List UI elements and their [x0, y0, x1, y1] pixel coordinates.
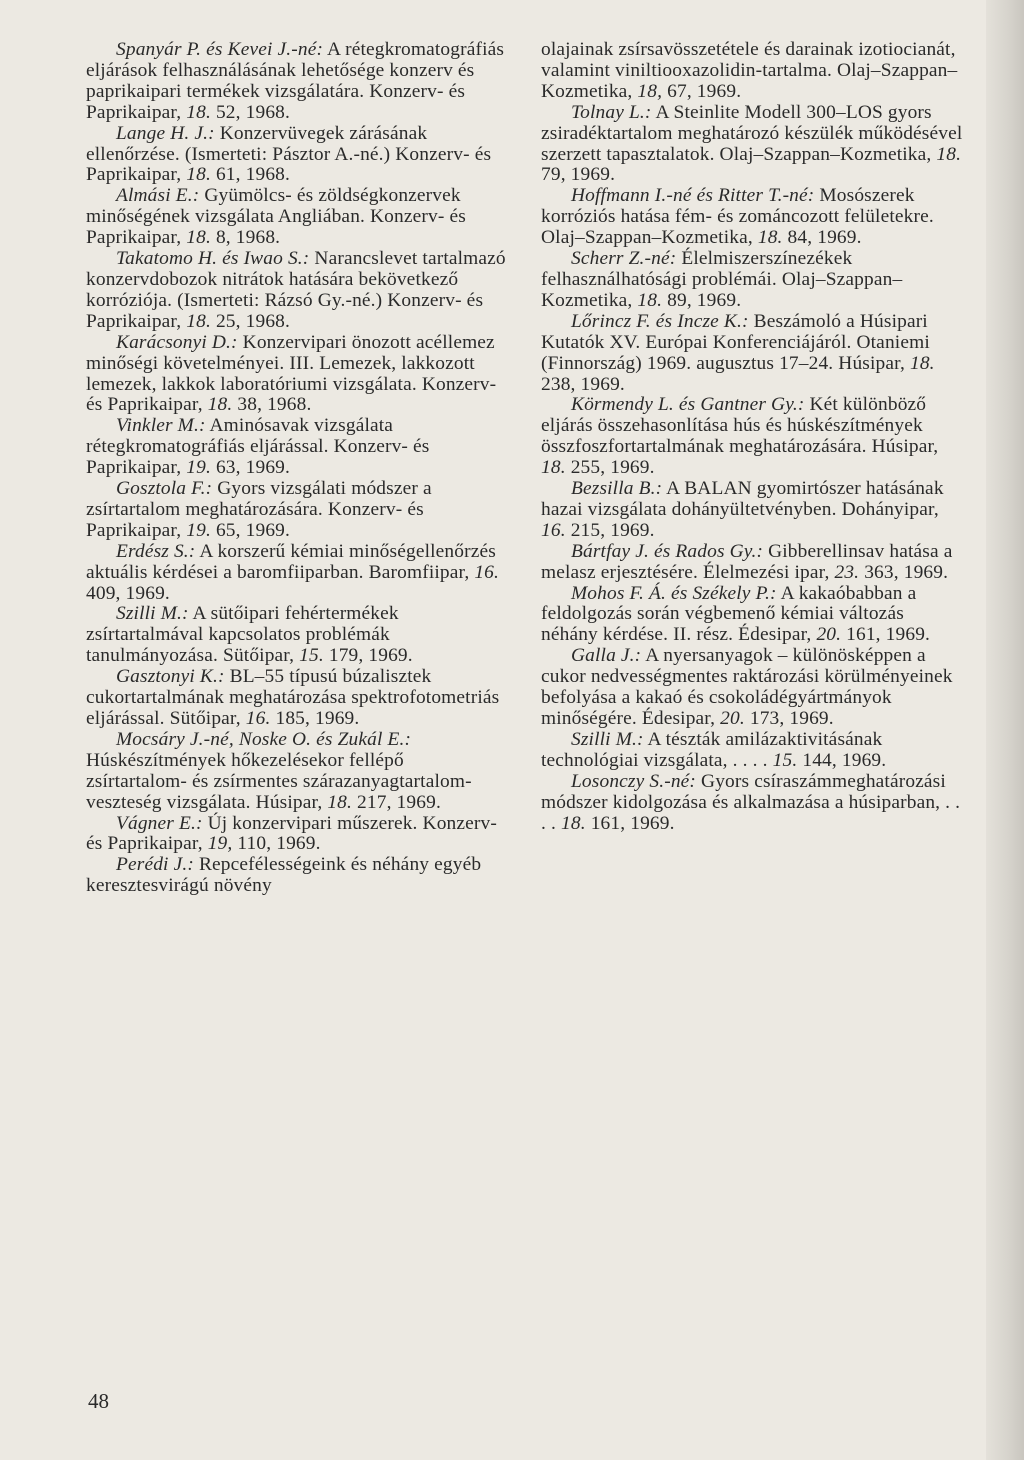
bibliography-entry: [541, 40, 963, 103]
bibliography-entry: [86, 249, 508, 333]
right-column: [541, 40, 963, 834]
entry-volume: 23.: [834, 561, 860, 583]
entry-pages-year: 65, 1969.: [215, 519, 291, 541]
entry-text: A Steinlite Modell 300–LOS gyors zsiradéktartalom meghatározó készülék működésével szerzett tapasztalatok. Olaj–Szappan–Kozmetika,: [541, 101, 963, 165]
bibliography-entry: [541, 186, 963, 249]
entry-pages-year: 110, 1969.: [237, 833, 321, 855]
bibliography-entry: [541, 395, 963, 479]
entry-volume: 19,: [207, 833, 233, 855]
bibliography-entry: [541, 772, 963, 835]
entry-text: Új konzervipari műszerek. Konzerv- és Paprikaipar,: [86, 812, 497, 855]
entry-text: Beszámoló a Húsipari Kutatók XV. Európai Konferenciájáról. Otaniemi (Finnország) 1969. augusztus 17–24. Húsipar,: [541, 310, 930, 374]
entry-volume: 18.: [909, 352, 935, 374]
entry-text: A BALAN gyomirtószer hatásának hazai vizsgálata dohányültetvényben. Dohányipar,: [541, 478, 944, 520]
entry-authors: Mocsáry J.-né, Noske O. és Zukál E.:: [116, 728, 412, 750]
entry-text: Mosószerek korróziós hatása fém- és zománcozott felületekre. Olaj–Szappan–Kozmetika,: [541, 185, 934, 249]
entry-volume: 16.: [245, 708, 271, 729]
entry-volume: 18.: [936, 143, 962, 165]
entry-authors: Mohos F. Á. és Székely P.:: [571, 582, 777, 604]
bibliography-entry: [541, 249, 963, 312]
entry-pages-year: 255, 1969.: [570, 457, 655, 479]
entry-text: Élelmiszerszínezékek felhasználhatósági problémái. Olaj–Szappan–Kozmetika,: [541, 248, 903, 311]
entry-text: A sütőipari fehértermékek zsírtartalmával kapcsolatos problémák tanulmányozása. Sütőipar,: [86, 603, 399, 667]
entry-volume: 18.: [207, 394, 233, 416]
entry-pages-year: 63, 1969.: [215, 457, 291, 479]
entry-authors: Hoffmann I.-né és Ritter T.-né:: [571, 185, 815, 207]
entry-pages-year: 161, 1969.: [846, 624, 931, 646]
bibliography-entry: [541, 542, 963, 584]
bibliography-entry: [541, 730, 963, 772]
entry-pages-year: 67, 1969.: [667, 80, 742, 102]
bibliography-entry: [86, 333, 508, 417]
entry-volume: 20.: [816, 624, 842, 646]
bibliography-entry: [541, 584, 963, 647]
bibliography-entry: [86, 186, 508, 249]
entry-authors: Galla J.:: [571, 645, 642, 667]
entry-pages-year: 144, 1969.: [802, 749, 887, 771]
bibliography-entry: [86, 604, 508, 667]
entry-text: Repcefélességeink és néhány egyéb keresztesvirágú növény: [86, 854, 482, 897]
entry-pages-year: 238, 1969.: [541, 373, 625, 395]
entry-text: A kakaóbabban a feldolgozás során végbemenő kémiai változás néhány kérdése. II. rész. Édesipar,: [541, 582, 917, 646]
entry-authors: Almási E.:: [116, 185, 200, 207]
bibliography-entry: [86, 416, 508, 479]
bibliography-entry: [541, 646, 963, 730]
entry-text: olajainak zsírsavösszetétele és darainak izotiocianát, valamint viniltiooxazolidin-tartalma. Olaj–Szappan–Kozmetika,: [541, 39, 958, 102]
bibliography-entry: [86, 855, 508, 897]
entry-volume: 18.: [186, 227, 211, 249]
entry-authors: Vágner E.:: [116, 812, 203, 834]
entry-pages-year: 89, 1969.: [667, 289, 742, 311]
entry-volume: 20.: [720, 708, 745, 729]
bibliography-entry: [541, 103, 963, 187]
bibliography-entry: [86, 40, 508, 124]
left-column: [86, 40, 508, 897]
entry-authors: Gasztonyi K.:: [116, 666, 225, 688]
entry-volume: 18.: [561, 812, 586, 834]
entry-pages-year: 8, 1968.: [215, 227, 281, 249]
entry-text: BL–55 típusú búzalisztek cukortartalmának meghatározása spektrofotometriás eljárással. Sütőipar,: [86, 666, 500, 729]
entry-pages-year: 215, 1969.: [570, 519, 655, 541]
entry-pages-year: 52, 1968.: [215, 101, 291, 123]
bibliography-entry: [86, 124, 508, 187]
entry-volume: 16.: [474, 561, 500, 583]
entry-volume: 19.: [186, 519, 211, 541]
entry-volume: 18,: [637, 80, 663, 102]
bibliography-entry: [541, 479, 963, 542]
entry-text: A tészták amilázaktivitásának technológiai vizsgálata, . . . .: [541, 728, 883, 771]
entry-authors: Karácsonyi D.:: [116, 331, 238, 353]
entry-authors: Lange H. J.:: [116, 122, 215, 144]
entry-authors: Lőrincz F. és Incze K.:: [571, 310, 749, 332]
entry-volume: 18.: [541, 457, 566, 479]
page-edge-shadow: [986, 0, 1024, 1460]
entry-pages-year: 61, 1968.: [215, 164, 291, 186]
entry-volume: 18.: [327, 791, 353, 813]
entry-volume: 18.: [186, 310, 211, 332]
bibliography-entry: [86, 814, 508, 856]
entry-pages-year: 173, 1969.: [749, 708, 834, 729]
entry-authors: Tolnay L.:: [571, 101, 652, 123]
entry-pages-year: 79, 1969.: [541, 164, 616, 186]
entry-text: A rétegkromatográfiás eljárások felhasználásának lehetősége konzerv és paprikaipari termékek vizsgálatára. Konzerv- és Paprikaipar,: [86, 39, 505, 123]
entry-pages-year: 409, 1969.: [86, 582, 170, 604]
bibliography-entry: [86, 479, 508, 542]
page-number: 48: [88, 1389, 109, 1413]
entry-authors: Körmendy L. és Gantner Gy.:: [571, 394, 805, 416]
entry-text: Két különböző eljárás összehasonlítása hús és húskészítmények összfoszfortartalmának meghatározására. Húsipar,: [541, 394, 939, 458]
entry-text: Narancslevet tartalmazó konzervdobozok nitrátok hatására bekövetkező korróziója. (Ismerteti: Rázsó Gy.-né.) Konzerv- és Paprikaipar,: [86, 248, 506, 332]
entry-volume: 19.: [186, 457, 211, 479]
entry-volume: 15.: [772, 749, 798, 771]
entry-pages-year: 38, 1968.: [237, 394, 312, 416]
entry-text: Gyors vizsgálati módszer a zsírtartalom meghatározására. Konzerv- és Paprikaipar,: [86, 478, 432, 541]
entry-text: A korszerű kémiai minőségellenőrzés aktuális kérdései a baromfiiparban. Baromfiipar,: [86, 540, 496, 583]
entry-volume: 18.: [186, 164, 211, 186]
entry-authors: Perédi J.:: [116, 854, 194, 876]
entry-authors: Losonczy S.-né:: [571, 770, 697, 792]
entry-pages-year: 217, 1969.: [357, 791, 441, 813]
entry-volume: 18.: [186, 101, 211, 123]
entry-text: Gyümölcs- és zöldségkonzervek minőségének vizsgálata Angliában. Konzerv- és Paprikaipar,: [86, 185, 466, 249]
entry-authors: Vinkler M.:: [116, 415, 206, 437]
entry-pages-year: 84, 1969.: [787, 227, 862, 249]
entry-text: Konzervüvegek zárásának ellenőrzése. (Ismerteti: Pásztor A.-né.) Konzerv- és Paprikaipar,: [86, 122, 492, 186]
entry-authors: Szilli M.:: [571, 728, 644, 750]
bibliography-entry: [86, 667, 508, 730]
entry-authors: Gosztola F.:: [116, 478, 213, 500]
entry-pages-year: 179, 1969.: [328, 645, 413, 667]
entry-volume: 15.: [299, 645, 324, 667]
entry-text: Gyors csíraszámmeghatározási módszer kidolgozása és alkalmazása a húsiparban, . . . .: [541, 770, 961, 834]
entry-text: Aminósavak vizsgálata rétegkromatográfiás eljárással. Konzerv- és Paprikaipar,: [86, 415, 430, 479]
entry-authors: Scherr Z.-né:: [571, 248, 677, 270]
entry-text: Húskészítmények hőkezelésekor fellépő zsírtartalom- és zsírmentes szárazanyagtartalom-veszteség vizsgálata. Húsipar,: [86, 749, 472, 813]
entry-volume: 16.: [541, 519, 566, 541]
entry-volume: 18.: [757, 227, 783, 249]
bibliography-entry: [86, 542, 508, 605]
entry-authors: Szilli M.:: [116, 603, 189, 625]
entry-pages-year: 185, 1969.: [275, 708, 360, 729]
bibliography-entry: [86, 730, 508, 814]
entry-pages-year: 363, 1969.: [864, 561, 949, 583]
entry-pages-year: 161, 1969.: [590, 812, 675, 834]
entry-authors: Bártfay J. és Rados Gy.:: [571, 540, 764, 562]
entry-text: Gibberellinsav hatása a melasz erjesztésére. Élelmezési ipar,: [541, 540, 953, 583]
entry-volume: 18.: [637, 289, 663, 311]
entry-authors: Takatomo H. és Iwao S.:: [116, 248, 310, 270]
entry-text: Konzervipari önozott acéllemez minőségi követelményei. III. Lemezek, lakkozott lemezek, lakkok laboratóriumi vizsgálata. Konzerv- és Paprikaipar,: [86, 331, 497, 416]
entry-text: A nyersanyagok – különösképpen a cukor nedvességmentes raktározási körülményeinek befolyása a kakaó és csokoládégyártmányok minőségére. Édesipar,: [541, 645, 953, 729]
entry-authors: Spanyár P. és Kevei J.-né:: [116, 39, 324, 60]
bibliography-entry: [541, 312, 963, 396]
entry-authors: Bezsilla B.:: [571, 478, 663, 500]
entry-authors: Erdész S.:: [116, 540, 196, 562]
entry-pages-year: 25, 1968.: [215, 310, 291, 332]
